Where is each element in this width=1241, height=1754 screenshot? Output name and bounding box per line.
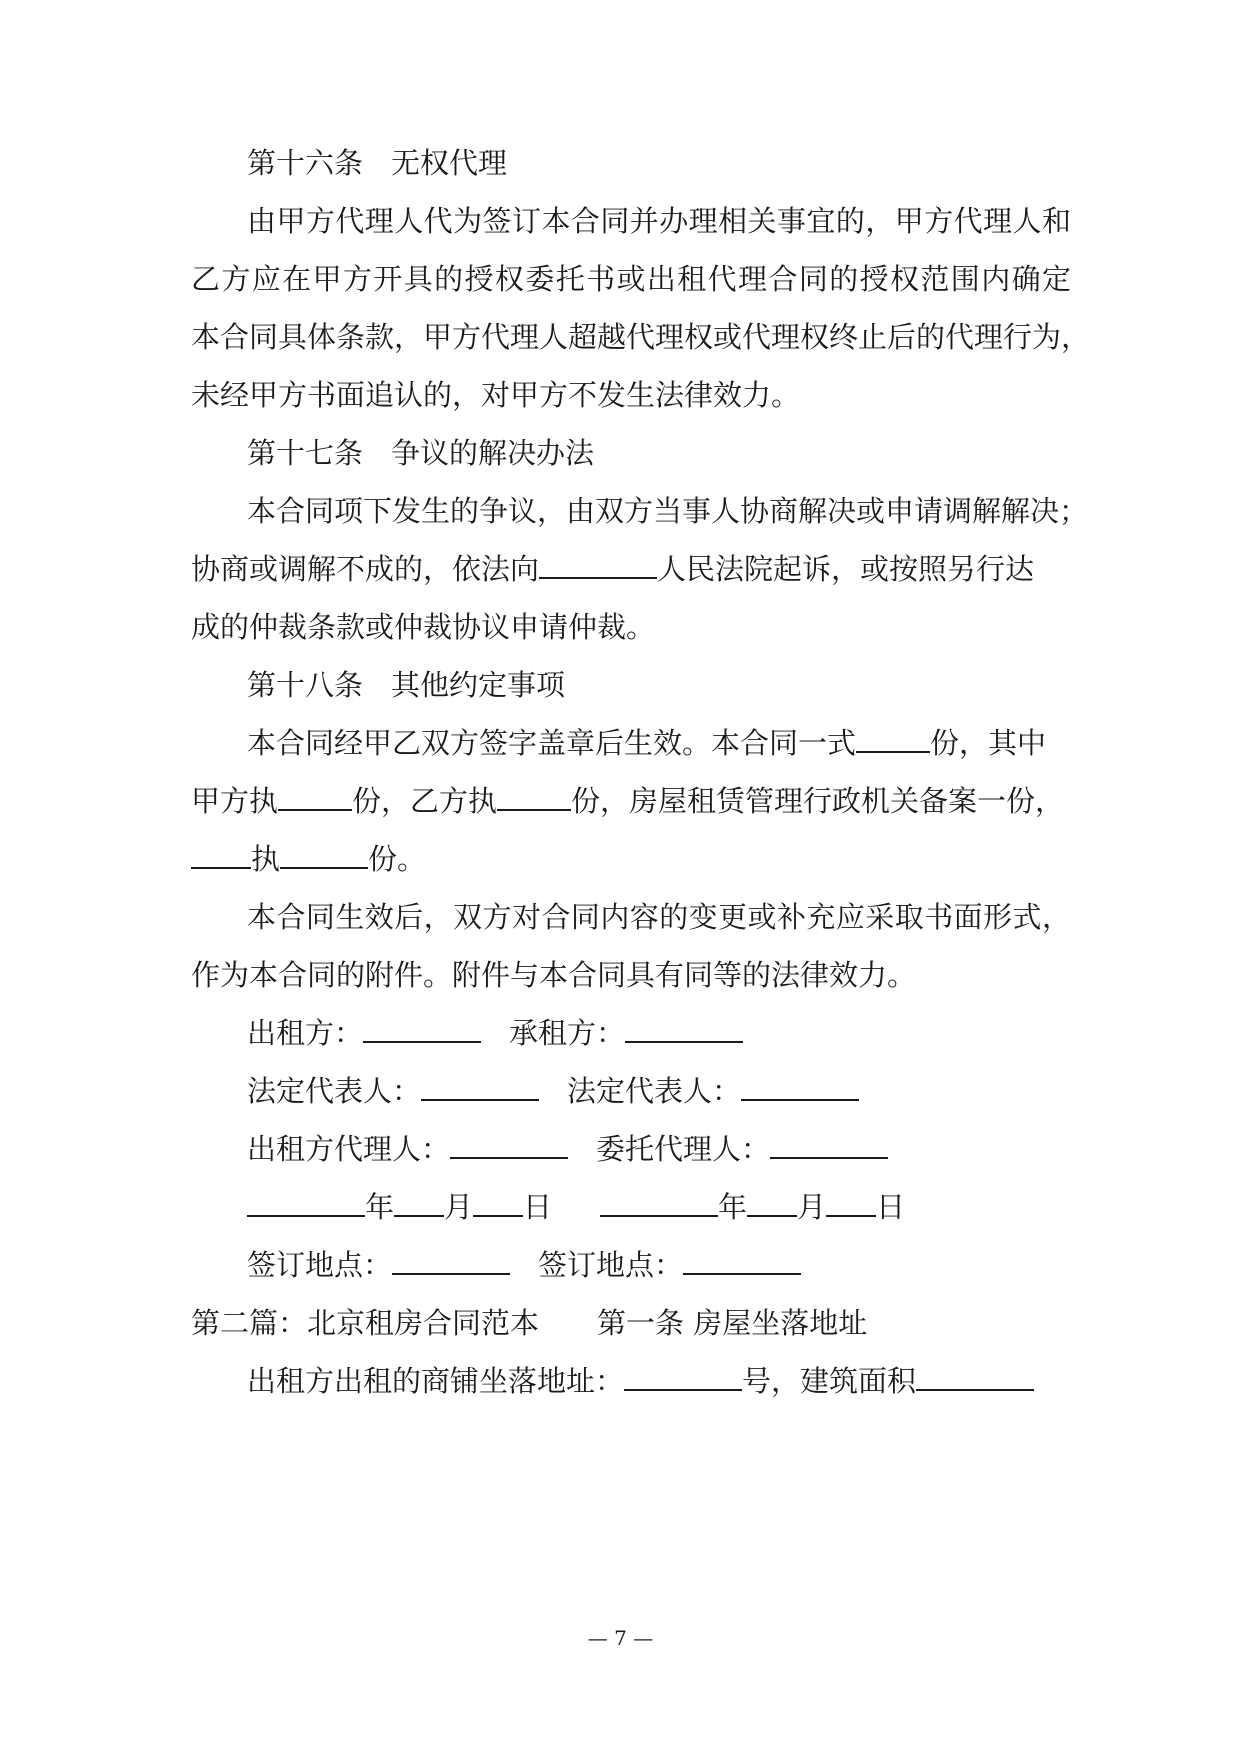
article-title: 无权代理 <box>391 146 508 180</box>
day-blank[interactable] <box>473 1191 523 1217</box>
article-17-line: 本合同项下发生的争议，由双方当事人协商解决或申请调解解决； <box>247 494 1089 528</box>
court-blank[interactable] <box>539 553 657 579</box>
article-title: 争议的解决办法 <box>391 436 595 470</box>
article-17-heading <box>247 436 1071 470</box>
page-number: — 7 — <box>587 1626 654 1650</box>
article-18-heading <box>247 668 1071 702</box>
article-16-line: 乙方应在甲方开具的授权委托书或出租代理合同的授权范围内确定 <box>191 262 1071 296</box>
address-blank[interactable] <box>624 1365 742 1391</box>
total-copies-blank[interactable] <box>856 727 930 753</box>
holder-blank[interactable] <box>191 843 251 869</box>
signature-row: 出租方： 承租方： <box>247 1016 1071 1050</box>
article-18-line: 执 份。 <box>191 842 1071 876</box>
article-number: 第十七条 <box>247 436 364 470</box>
part-2-article-1: 第一条 房屋坐落地址 <box>597 1306 868 1340</box>
article-16-line: 本合同具体条款，甲方代理人超越代理权或代理权终止后的代理行为， <box>191 320 1091 354</box>
entrusted-agent-blank[interactable] <box>770 1133 888 1159</box>
article-16-line: 由甲方代理人代为签订本合同并办理相关事宜的，甲方代理人和 <box>247 204 1071 238</box>
holder-copies-blank[interactable] <box>280 843 368 869</box>
article-18-line: 甲方执 份，乙方执 份，房屋租赁管理行政机关备案一份， <box>191 784 1065 818</box>
article-number: 第十八条 <box>247 668 364 702</box>
month-blank[interactable] <box>394 1191 444 1217</box>
lessor-legal-rep-blank[interactable] <box>421 1075 539 1101</box>
article-17-line: 协商或调解不成的，依法向 人民法院起诉，或按照另行达 <box>191 552 1035 586</box>
area-blank[interactable] <box>916 1365 1034 1391</box>
day-blank[interactable] <box>826 1191 876 1217</box>
lessee-legal-rep-blank[interactable] <box>741 1075 859 1101</box>
article-17-line: 成的仲裁条款或仲裁协议申请仲裁。 <box>191 610 656 644</box>
article-18-line: 作为本合同的附件。附件与本合同具有同等的法律效力。 <box>191 958 917 992</box>
part-2-title: 第二篇：北京租房合同范本 <box>191 1306 540 1340</box>
year-blank[interactable] <box>600 1191 718 1217</box>
article-18-line: 本合同生效后，双方对合同内容的变更或补充应采取书面形式， <box>247 900 1071 934</box>
party-a-copies-blank[interactable] <box>278 785 352 811</box>
year-blank[interactable] <box>247 1191 365 1217</box>
part-2-line: 出租方出租的商铺坐落地址： 号，建筑面积 <box>247 1364 1071 1398</box>
lessor-agent-blank[interactable] <box>450 1133 568 1159</box>
article-16-line: 未经甲方书面追认的，对甲方不发生法律效力。 <box>191 378 801 412</box>
place-left-blank[interactable] <box>392 1249 510 1275</box>
signature-row: 签订地点： 签订地点： <box>247 1248 1071 1282</box>
lessee-blank[interactable] <box>625 1017 743 1043</box>
date-row: 年 月 日 年 月 日 <box>247 1190 1071 1224</box>
article-title: 其他约定事项 <box>391 668 566 702</box>
month-blank[interactable] <box>747 1191 797 1217</box>
article-18-line: 本合同经甲乙双方签字盖章后生效。本合同一式 份，其中 <box>247 726 1047 760</box>
lessor-blank[interactable] <box>363 1017 481 1043</box>
party-b-copies-blank[interactable] <box>497 785 571 811</box>
signature-row: 法定代表人： 法定代表人： <box>247 1074 1071 1108</box>
signature-row: 出租方代理人： 委托代理人： <box>247 1132 1071 1166</box>
article-number: 第十六条 <box>247 146 364 180</box>
article-16-heading <box>247 146 1071 180</box>
part-2-heading <box>191 1306 1071 1340</box>
place-right-blank[interactable] <box>683 1249 801 1275</box>
